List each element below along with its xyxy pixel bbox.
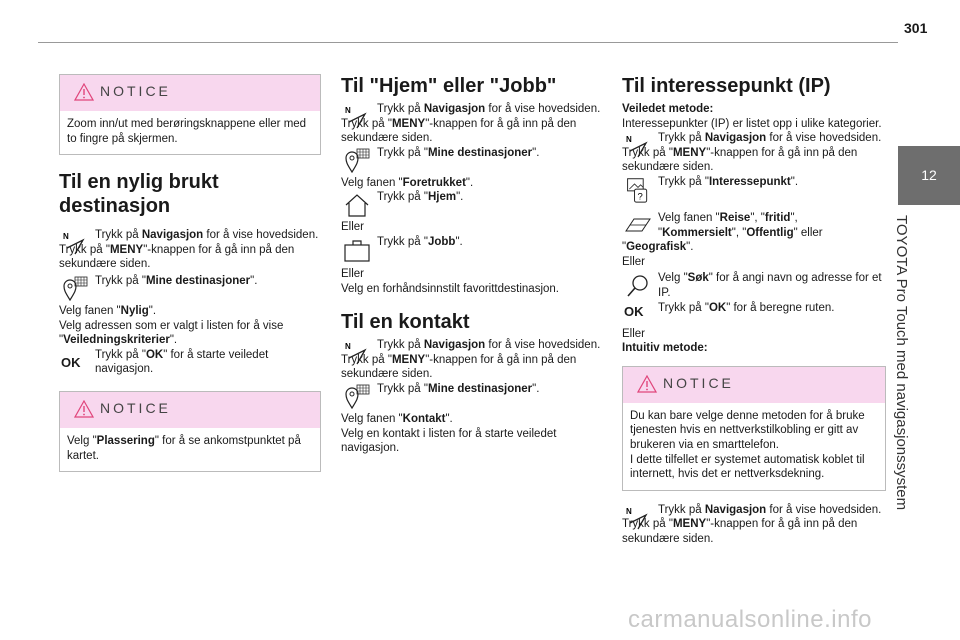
my-destinations-icon [61,276,89,302]
column-3 [622,74,886,546]
eller-text: Eller [341,267,365,280]
notice-text: Zoom inn/ut med berøringsknappene eller med to fingre på skjermen. [67,118,307,145]
section-heading: Til en kontakt [341,311,470,334]
ok-icon: OK [624,303,644,319]
paragraph: Velg en forhåndsinnstilt favorittdestinasjon. [341,282,559,295]
notice-box [59,391,321,472]
search-icon [624,273,652,299]
paragraph: Trykk på "MENY"-knappen for å gå inn på den sekundære siden. [622,518,858,545]
paragraph: "Veiledningskriterier". [59,334,178,347]
chapter-tab[interactable]: 12 [898,146,960,205]
favorite-category-icon [624,213,652,239]
navigation-arrow-icon [61,230,89,256]
watermark: carmanualsonline.info [628,606,872,633]
navigation-arrow-icon [624,133,652,159]
navigation-arrow-icon [343,104,371,130]
step-navigation: N Trykk på Navigasjon for å vise hovedsiden. [341,102,603,117]
step-poi: ? Trykk på "Interessepunkt". [622,175,886,207]
page-number: 301 [904,20,928,36]
notice-title: NOTICE [663,374,734,391]
warning-triangle-icon [74,83,94,101]
paragraph: Trykk på "MENY"-knappen for å gå inn på den sekundære siden. [59,243,295,271]
step-home: Trykk på "Hjem". [341,190,603,220]
header-rule [38,42,898,43]
method-label: Intuitiv metode: [622,342,708,355]
paragraph: Interessepunkter (IP) er listet opp i ulike kategorier. [622,117,882,130]
my-destinations-icon [343,384,371,410]
svg-text:N: N [345,342,351,352]
step-navigation: N Trykk på Navigasjon for å vise hovedsiden. [59,228,321,243]
paragraph: Velg en kontakt i listen for å starte veiledet navigasjon. [341,427,557,455]
poi-icon [624,177,652,203]
navigation-arrow-icon [343,340,371,366]
notice-title: NOTICE [100,399,171,416]
step-destinations: Trykk på "Mine destinasjoner". [341,146,603,174]
svg-text:N: N [63,232,69,242]
paragraph: Velg fanen "Nylig". [59,304,157,317]
column-1 [59,74,321,472]
svg-text:?: ? [637,191,643,203]
step-search: Velg "Søk" for å angi navn og adresse for et IP. [622,271,886,300]
paragraph: Trykk på "MENY"-knappen for å gå inn på den sekundære siden. [341,353,577,381]
step-ok: OK Trykk på "OK" for å starte veiledet navigasjon. [59,348,321,377]
ok-icon: OK [61,354,81,370]
step-navigation: N Trykk på Navigasjon for å vise hovedsiden. [622,131,886,146]
step-destinations: Trykk på "Mine destinasjoner". [59,274,321,302]
notice-title: NOTICE [100,83,171,99]
paragraph: Velg adressen som er valgt i listen for å vise [59,319,284,332]
column-2 [341,74,603,456]
paragraph: Trykk på "MENY"-knappen for å gå inn på den sekundære siden. [622,146,858,174]
home-icon [343,192,371,218]
side-title-container [890,215,930,535]
my-destinations-icon [343,148,371,174]
section-heading: Til interessepunkt (IP) [622,75,831,97]
notice-box [59,74,321,155]
eller-text: Eller [341,221,365,234]
notice-text: Du kan bare velge denne metoden for å bruke tjenesten hvis en nettverkstilkobling er gitt av brukeren via en smarttelefon. I dette tilfellet er systemet automatisk koblet til internett, hvis det er nettverksdekning. [630,409,865,481]
warning-triangle-icon [74,400,94,418]
notice-text: Velg "Plassering" for å se ankomstpunktet på kartet. [67,434,301,462]
section-heading: Til en nylig brukt destinasjon [59,171,219,218]
paragraph: Velg fanen "Foretrukket". [341,176,474,189]
section-heading: Til "Hjem" eller "Jobb" [341,75,557,97]
notice-header [60,392,320,428]
notice-header [623,367,885,403]
work-icon [343,237,371,263]
step-navigation: N Trykk på Navigasjon for å vise hovedsiden. [622,503,886,518]
step-ok: OK Trykk på "OK" for å beregne ruten. [622,301,886,325]
paragraph: "Geografisk". [622,241,694,254]
eller-text: Eller [622,255,646,268]
notice-header [60,75,320,111]
step-work: Trykk på "Jobb". [341,235,603,265]
svg-text:N: N [345,106,351,115]
paragraph: Velg fanen "Kontakt". [341,412,453,425]
navigation-arrow-icon [624,505,652,531]
step-navigation: N Trykk på Navigasjon for å vise hovedsiden. [341,338,603,353]
warning-triangle-icon [637,375,657,393]
svg-text:N: N [626,506,632,516]
step-destinations: Trykk på "Mine destinasjoner". [341,382,603,410]
notice-box [622,366,886,491]
eller-text: Eller [622,327,646,340]
svg-text:N: N [626,135,632,145]
method-label: Veiledet metode: [622,103,714,115]
step-categories: Velg fanen "Reise", "fritid", "Kommersielt", "Offentlig" eller [622,211,886,240]
side-title: TOYOTA Pro Touch med navigasjonssystem [893,215,910,511]
paragraph: Trykk på "MENY"-knappen for å gå inn på den sekundære siden. [341,117,577,145]
